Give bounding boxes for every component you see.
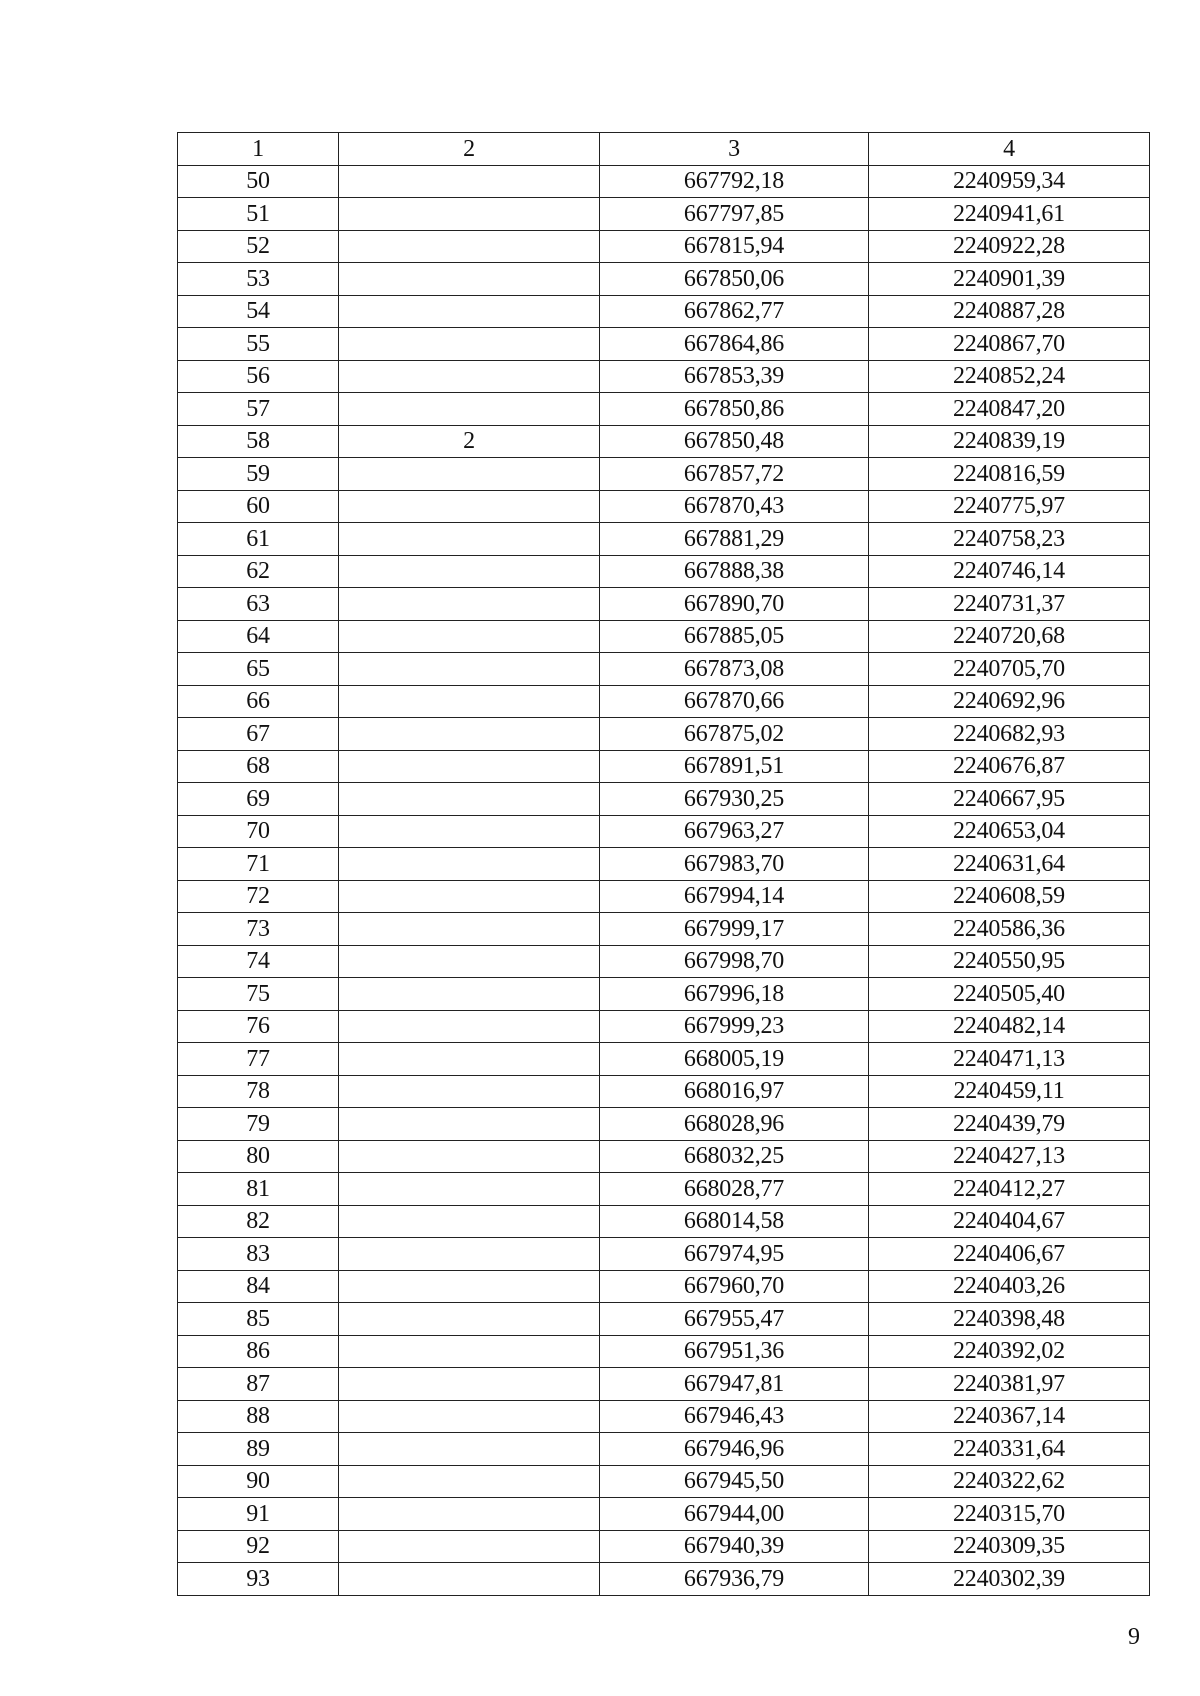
column-2-cell bbox=[339, 1075, 600, 1108]
x-coordinate-cell: 667994,14 bbox=[600, 880, 869, 913]
point-number-cell: 81 bbox=[178, 1173, 339, 1206]
y-coordinate-cell: 2240550,95 bbox=[869, 945, 1150, 978]
y-coordinate-cell: 2240608,59 bbox=[869, 880, 1150, 913]
column-2-cell bbox=[339, 198, 600, 231]
x-coordinate-cell: 667945,50 bbox=[600, 1465, 869, 1498]
y-coordinate-cell: 2240705,70 bbox=[869, 653, 1150, 686]
y-coordinate-cell: 2240586,36 bbox=[869, 913, 1150, 946]
table-row bbox=[178, 523, 1150, 556]
column-2-cell bbox=[339, 1010, 600, 1043]
column-2-cell bbox=[339, 815, 600, 848]
point-number-cell: 77 bbox=[178, 1043, 339, 1076]
point-number-cell: 85 bbox=[178, 1303, 339, 1336]
column-2-cell bbox=[339, 685, 600, 718]
x-coordinate-cell: 667881,29 bbox=[600, 523, 869, 556]
y-coordinate-cell: 2240381,97 bbox=[869, 1368, 1150, 1401]
x-coordinate-cell: 667983,70 bbox=[600, 848, 869, 881]
table-row bbox=[178, 653, 1150, 686]
y-coordinate-cell: 2240959,34 bbox=[869, 165, 1150, 198]
x-coordinate-cell: 667857,72 bbox=[600, 458, 869, 491]
table-row bbox=[178, 1563, 1150, 1596]
point-number-cell: 64 bbox=[178, 620, 339, 653]
point-number-cell: 65 bbox=[178, 653, 339, 686]
y-coordinate-cell: 2240309,35 bbox=[869, 1530, 1150, 1563]
table-row bbox=[178, 425, 1150, 458]
table-row bbox=[178, 880, 1150, 913]
x-coordinate-cell: 667885,05 bbox=[600, 620, 869, 653]
y-coordinate-cell: 2240367,14 bbox=[869, 1400, 1150, 1433]
table-row bbox=[178, 1075, 1150, 1108]
y-coordinate-cell: 2240941,61 bbox=[869, 198, 1150, 231]
point-number-cell: 55 bbox=[178, 328, 339, 361]
y-coordinate-cell: 2240315,70 bbox=[869, 1498, 1150, 1531]
column-2-cell bbox=[339, 1400, 600, 1433]
point-number-cell: 60 bbox=[178, 490, 339, 523]
point-number-cell: 80 bbox=[178, 1140, 339, 1173]
header-cell-col4: 4 bbox=[869, 133, 1150, 166]
table-row bbox=[178, 490, 1150, 523]
point-number-cell: 50 bbox=[178, 165, 339, 198]
point-number-cell: 62 bbox=[178, 555, 339, 588]
table-row bbox=[178, 1335, 1150, 1368]
column-2-cell bbox=[339, 1205, 600, 1238]
x-coordinate-cell: 667891,51 bbox=[600, 750, 869, 783]
point-number-cell: 76 bbox=[178, 1010, 339, 1043]
table-row bbox=[178, 1303, 1150, 1336]
point-number-cell: 69 bbox=[178, 783, 339, 816]
column-2-cell bbox=[339, 295, 600, 328]
table-row bbox=[178, 783, 1150, 816]
point-number-cell: 74 bbox=[178, 945, 339, 978]
x-coordinate-cell: 668032,25 bbox=[600, 1140, 869, 1173]
x-coordinate-cell: 667815,94 bbox=[600, 230, 869, 263]
x-coordinate-cell: 667951,36 bbox=[600, 1335, 869, 1368]
table-row bbox=[178, 1270, 1150, 1303]
column-2-cell bbox=[339, 1270, 600, 1303]
point-number-cell: 88 bbox=[178, 1400, 339, 1433]
column-2-cell bbox=[339, 978, 600, 1011]
y-coordinate-cell: 2240459,11 bbox=[869, 1075, 1150, 1108]
column-2-cell bbox=[339, 1368, 600, 1401]
table-row bbox=[178, 165, 1150, 198]
point-number-cell: 86 bbox=[178, 1335, 339, 1368]
point-number-cell: 56 bbox=[178, 360, 339, 393]
column-2-cell bbox=[339, 1043, 600, 1076]
column-2-cell bbox=[339, 1303, 600, 1336]
table-row bbox=[178, 848, 1150, 881]
x-coordinate-cell: 667963,27 bbox=[600, 815, 869, 848]
header-row bbox=[178, 133, 1150, 166]
x-coordinate-cell: 667792,18 bbox=[600, 165, 869, 198]
y-coordinate-cell: 2240746,14 bbox=[869, 555, 1150, 588]
x-coordinate-cell: 667850,06 bbox=[600, 263, 869, 296]
point-number-cell: 73 bbox=[178, 913, 339, 946]
x-coordinate-cell: 667974,95 bbox=[600, 1238, 869, 1271]
x-coordinate-cell: 667888,38 bbox=[600, 555, 869, 588]
y-coordinate-cell: 2240667,95 bbox=[869, 783, 1150, 816]
y-coordinate-cell: 2240867,70 bbox=[869, 328, 1150, 361]
y-coordinate-cell: 2240482,14 bbox=[869, 1010, 1150, 1043]
table-row bbox=[178, 1238, 1150, 1271]
column-2-cell bbox=[339, 1498, 600, 1531]
header-cell-col3: 3 bbox=[600, 133, 869, 166]
x-coordinate-cell: 667875,02 bbox=[600, 718, 869, 751]
point-number-cell: 75 bbox=[178, 978, 339, 1011]
y-coordinate-cell: 2240439,79 bbox=[869, 1108, 1150, 1141]
table-row bbox=[178, 588, 1150, 621]
y-coordinate-cell: 2240731,37 bbox=[869, 588, 1150, 621]
point-number-cell: 93 bbox=[178, 1563, 339, 1596]
y-coordinate-cell: 2240398,48 bbox=[869, 1303, 1150, 1336]
column-2-cell bbox=[339, 718, 600, 751]
column-2-cell bbox=[339, 328, 600, 361]
point-number-cell: 89 bbox=[178, 1433, 339, 1466]
table-row bbox=[178, 945, 1150, 978]
y-coordinate-cell: 2240676,87 bbox=[869, 750, 1150, 783]
table-row bbox=[178, 1433, 1150, 1466]
table-row bbox=[178, 1530, 1150, 1563]
column-2-cell bbox=[339, 1465, 600, 1498]
column-2-cell bbox=[339, 1238, 600, 1271]
table-row bbox=[178, 458, 1150, 491]
table-body bbox=[178, 165, 1150, 1595]
y-coordinate-cell: 2240505,40 bbox=[869, 978, 1150, 1011]
point-number-cell: 63 bbox=[178, 588, 339, 621]
point-number-cell: 58 bbox=[178, 425, 339, 458]
point-number-cell: 82 bbox=[178, 1205, 339, 1238]
column-2-cell bbox=[339, 458, 600, 491]
y-coordinate-cell: 2240682,93 bbox=[869, 718, 1150, 751]
point-number-cell: 72 bbox=[178, 880, 339, 913]
table-header bbox=[178, 133, 1150, 166]
table-row bbox=[178, 1498, 1150, 1531]
x-coordinate-cell: 668014,58 bbox=[600, 1205, 869, 1238]
y-coordinate-cell: 2240392,02 bbox=[869, 1335, 1150, 1368]
x-coordinate-cell: 667999,23 bbox=[600, 1010, 869, 1043]
x-coordinate-cell: 667890,70 bbox=[600, 588, 869, 621]
x-coordinate-cell: 667936,79 bbox=[600, 1563, 869, 1596]
column-2-cell bbox=[339, 945, 600, 978]
x-coordinate-cell: 667862,77 bbox=[600, 295, 869, 328]
x-coordinate-cell: 668016,97 bbox=[600, 1075, 869, 1108]
table-row bbox=[178, 978, 1150, 1011]
y-coordinate-cell: 2240302,39 bbox=[869, 1563, 1150, 1596]
table-row bbox=[178, 1368, 1150, 1401]
column-2-cell bbox=[339, 1433, 600, 1466]
point-number-cell: 83 bbox=[178, 1238, 339, 1271]
point-number-cell: 70 bbox=[178, 815, 339, 848]
y-coordinate-cell: 2240758,23 bbox=[869, 523, 1150, 556]
point-number-cell: 61 bbox=[178, 523, 339, 556]
table-row bbox=[178, 393, 1150, 426]
x-coordinate-cell: 668028,96 bbox=[600, 1108, 869, 1141]
point-number-cell: 68 bbox=[178, 750, 339, 783]
y-coordinate-cell: 2240720,68 bbox=[869, 620, 1150, 653]
column-2-cell bbox=[339, 1173, 600, 1206]
table-row bbox=[178, 1043, 1150, 1076]
table-row bbox=[178, 750, 1150, 783]
table-row bbox=[178, 1108, 1150, 1141]
column-2-cell bbox=[339, 490, 600, 523]
y-coordinate-cell: 2240471,13 bbox=[869, 1043, 1150, 1076]
x-coordinate-cell: 667870,43 bbox=[600, 490, 869, 523]
y-coordinate-cell: 2240331,64 bbox=[869, 1433, 1150, 1466]
x-coordinate-cell: 667864,86 bbox=[600, 328, 869, 361]
y-coordinate-cell: 2240692,96 bbox=[869, 685, 1150, 718]
point-number-cell: 91 bbox=[178, 1498, 339, 1531]
x-coordinate-cell: 668028,77 bbox=[600, 1173, 869, 1206]
y-coordinate-cell: 2240427,13 bbox=[869, 1140, 1150, 1173]
x-coordinate-cell: 667797,85 bbox=[600, 198, 869, 231]
x-coordinate-cell: 667999,17 bbox=[600, 913, 869, 946]
column-2-cell bbox=[339, 165, 600, 198]
header-cell-col1: 1 bbox=[178, 133, 339, 166]
table-row bbox=[178, 1465, 1150, 1498]
column-2-cell bbox=[339, 880, 600, 913]
y-coordinate-cell: 2240816,59 bbox=[869, 458, 1150, 491]
point-number-cell: 84 bbox=[178, 1270, 339, 1303]
point-number-cell: 53 bbox=[178, 263, 339, 296]
point-number-cell: 79 bbox=[178, 1108, 339, 1141]
point-number-cell: 51 bbox=[178, 198, 339, 231]
column-2-cell bbox=[339, 1530, 600, 1563]
header-cell-col2: 2 bbox=[339, 133, 600, 166]
table-row bbox=[178, 685, 1150, 718]
point-number-cell: 78 bbox=[178, 1075, 339, 1108]
point-number-cell: 67 bbox=[178, 718, 339, 751]
column-2-cell bbox=[339, 393, 600, 426]
x-coordinate-cell: 668005,19 bbox=[600, 1043, 869, 1076]
column-2-cell: 2 bbox=[339, 425, 600, 458]
point-number-cell: 66 bbox=[178, 685, 339, 718]
x-coordinate-cell: 667947,81 bbox=[600, 1368, 869, 1401]
column-2-cell bbox=[339, 588, 600, 621]
y-coordinate-cell: 2240322,62 bbox=[869, 1465, 1150, 1498]
x-coordinate-cell: 667955,47 bbox=[600, 1303, 869, 1336]
x-coordinate-cell: 667996,18 bbox=[600, 978, 869, 1011]
table-row bbox=[178, 328, 1150, 361]
point-number-cell: 52 bbox=[178, 230, 339, 263]
table-row bbox=[178, 1140, 1150, 1173]
table-row bbox=[178, 620, 1150, 653]
point-number-cell: 71 bbox=[178, 848, 339, 881]
x-coordinate-cell: 667853,39 bbox=[600, 360, 869, 393]
table-row bbox=[178, 1400, 1150, 1433]
page-number: 9 bbox=[1128, 1624, 1140, 1650]
column-2-cell bbox=[339, 1335, 600, 1368]
column-2-cell bbox=[339, 1140, 600, 1173]
column-2-cell bbox=[339, 523, 600, 556]
x-coordinate-cell: 667930,25 bbox=[600, 783, 869, 816]
table-row bbox=[178, 815, 1150, 848]
x-coordinate-cell: 667850,86 bbox=[600, 393, 869, 426]
y-coordinate-cell: 2240887,28 bbox=[869, 295, 1150, 328]
y-coordinate-cell: 2240404,67 bbox=[869, 1205, 1150, 1238]
column-2-cell bbox=[339, 360, 600, 393]
table-row bbox=[178, 360, 1150, 393]
y-coordinate-cell: 2240901,39 bbox=[869, 263, 1150, 296]
point-number-cell: 57 bbox=[178, 393, 339, 426]
x-coordinate-cell: 667850,48 bbox=[600, 425, 869, 458]
column-2-cell bbox=[339, 848, 600, 881]
table-row bbox=[178, 198, 1150, 231]
x-coordinate-cell: 667960,70 bbox=[600, 1270, 869, 1303]
x-coordinate-cell: 667998,70 bbox=[600, 945, 869, 978]
table-row bbox=[178, 555, 1150, 588]
column-2-cell bbox=[339, 913, 600, 946]
point-number-cell: 92 bbox=[178, 1530, 339, 1563]
y-coordinate-cell: 2240406,67 bbox=[869, 1238, 1150, 1271]
point-number-cell: 90 bbox=[178, 1465, 339, 1498]
table-row bbox=[178, 295, 1150, 328]
y-coordinate-cell: 2240653,04 bbox=[869, 815, 1150, 848]
y-coordinate-cell: 2240412,27 bbox=[869, 1173, 1150, 1206]
coordinates-table bbox=[177, 132, 1150, 1596]
x-coordinate-cell: 667870,66 bbox=[600, 685, 869, 718]
column-2-cell bbox=[339, 620, 600, 653]
table-row bbox=[178, 230, 1150, 263]
y-coordinate-cell: 2240403,26 bbox=[869, 1270, 1150, 1303]
point-number-cell: 59 bbox=[178, 458, 339, 491]
y-coordinate-cell: 2240631,64 bbox=[869, 848, 1150, 881]
column-2-cell bbox=[339, 555, 600, 588]
y-coordinate-cell: 2240852,24 bbox=[869, 360, 1150, 393]
point-number-cell: 54 bbox=[178, 295, 339, 328]
point-number-cell: 87 bbox=[178, 1368, 339, 1401]
column-2-cell bbox=[339, 1563, 600, 1596]
column-2-cell bbox=[339, 263, 600, 296]
y-coordinate-cell: 2240839,19 bbox=[869, 425, 1150, 458]
column-2-cell bbox=[339, 653, 600, 686]
x-coordinate-cell: 667946,43 bbox=[600, 1400, 869, 1433]
column-2-cell bbox=[339, 230, 600, 263]
table-row bbox=[178, 1205, 1150, 1238]
y-coordinate-cell: 2240847,20 bbox=[869, 393, 1150, 426]
x-coordinate-cell: 667940,39 bbox=[600, 1530, 869, 1563]
column-2-cell bbox=[339, 1108, 600, 1141]
y-coordinate-cell: 2240922,28 bbox=[869, 230, 1150, 263]
table-row bbox=[178, 1010, 1150, 1043]
table-row bbox=[178, 263, 1150, 296]
column-2-cell bbox=[339, 750, 600, 783]
y-coordinate-cell: 2240775,97 bbox=[869, 490, 1150, 523]
x-coordinate-cell: 667946,96 bbox=[600, 1433, 869, 1466]
x-coordinate-cell: 667873,08 bbox=[600, 653, 869, 686]
column-2-cell bbox=[339, 783, 600, 816]
table-row bbox=[178, 718, 1150, 751]
x-coordinate-cell: 667944,00 bbox=[600, 1498, 869, 1531]
table-row bbox=[178, 1173, 1150, 1206]
table-row bbox=[178, 913, 1150, 946]
